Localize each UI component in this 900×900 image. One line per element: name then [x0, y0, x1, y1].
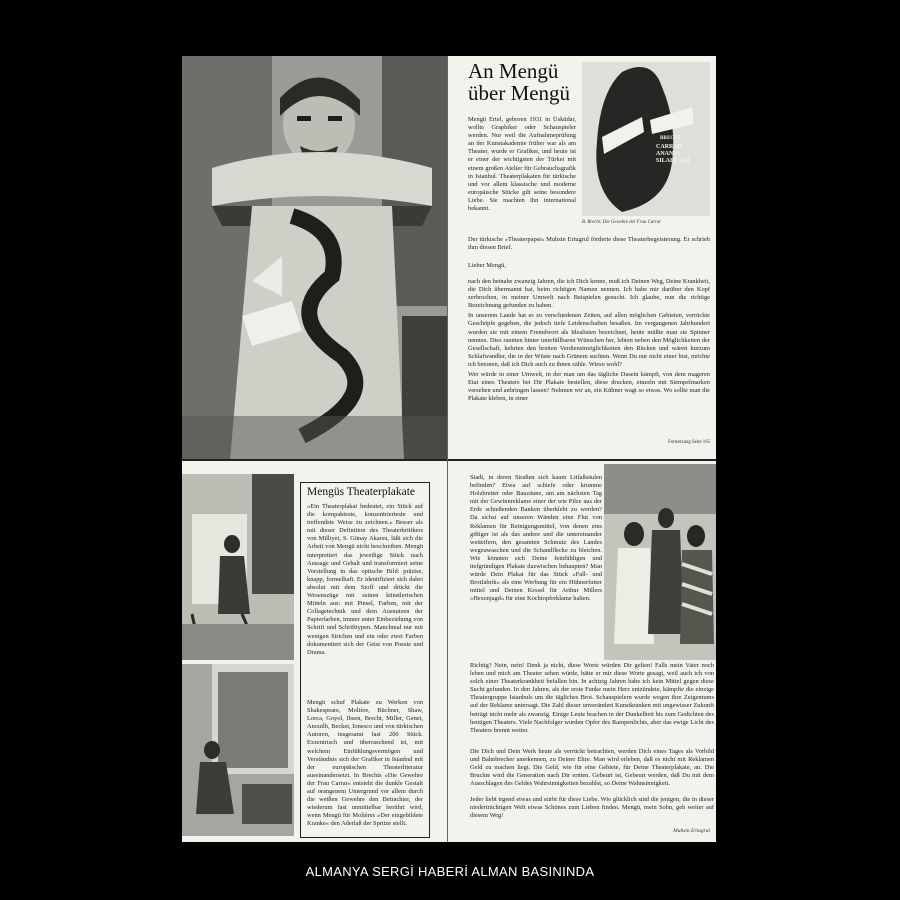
theaterplakate-box	[300, 482, 430, 838]
salutation	[468, 262, 710, 272]
box-title: Mengüs Theaterplakate	[307, 486, 416, 498]
box-body-2	[307, 699, 423, 833]
painter-photo-1	[182, 474, 294, 660]
poster-text-silahlari: SILAHLARI	[656, 158, 690, 164]
box-paragraph-2: Mengü schuf Plakate zu Werken von Shakespeare, Molière, Büchner, Shaw, Lorca, Goyol, Ibsen, Brecht, Miller, Genet, Anouilh, Becket, Ionesco und von türkischen Autoren, insgesamt fast 200 Stück. Exzentrisch und überraschend ist, mit welchem Einfühlungsvermögen und Verständnis sich der Grafiker in Istanbul mit der europäischen Theaterliteratur auseinandersetzt. In Brechts »Die Gewehre der Frau Carrar« entsteht die dunkle Gestalt auf orangenem Untergrund vor allem durch die weißen Gewehre den Betrachter, der wiederum fast unmittelbar berührt wird, wenn Mengü für Molières »Der eingebildete Kranke« den Aderlaß der Spritze stellt.	[307, 699, 423, 828]
signature: Muhsin Ertugrul	[673, 828, 710, 834]
footer-caption: ALMANYA SERGİ HABERİ ALMAN BASININDA	[305, 864, 595, 879]
intro-2-paragraph: Der türkische »Theaterpapst« Muhsin Ertugrul förderte diese Theaterbegeisterung. Er schrieb ihm diesen Brief.	[468, 236, 710, 252]
salutation-text: Lieber Mengü,	[468, 262, 506, 269]
letter-continued-2	[470, 662, 714, 746]
page-top-left	[182, 56, 448, 460]
poster-image	[582, 62, 710, 216]
box-paragraph-1: »Ein Theaterplakat bedeutet, ein Stück auf die kompakteste, konzentrierteste und treffendste Weise zu zeichnen.« Besser als mit dieser Definition des Theaterkritikers von Milliyet, S. Günay Akarsu, läßt sich die Arbeit von Mengü nicht beschreiben. Mengü interpretiert das jeweilige Stück nach Aussage und Gehalt und transformiert seine Vorstellung in das optische Bild: präzise, knapp, formelhaft. Er identifiziert sich dabei absolut mit dem Stoff und drückt die Wesenszüge mit seinen künstlerischen Mitteln aus: mit Pinsel, Farben, mit der Collagetechnik und dem Ausnutzen der Papierfarben, immer unter Einbeziehung von Schrift und Schrifttypen. Manchmal nur mit wenigen Strichen und ein oder zwei Farben dokumentiert sich der Geist von Poesie und Drama.	[307, 503, 423, 656]
painter-photo-2	[182, 664, 294, 836]
letter-paragraph-2: In unserem Lande hat es zu verschiedenen Zeiten, auf allen möglichen Gebieten, verrückte Geschöpfe gegeben, die jedoch tiefe Leidenschaften besaßen. Im vergangenen Jahrhundert wurden sie mit einem Fremdwort als Idealisten bezeichnet, heute müßte man sie Spinner nennen. Dies rannten hinter unerfüllbaren Wünschen her, lebten neben den Möglichkeiten der Gesellschaft, kehrten den breiten Verdienstmöglichkeiten den Rücken und wären kurzum Schlafwandler, die in der Wüste nach Grünem suchten. Wenn Du nur nicht einer bist, möchte ich betonen, daß ich Dich auch zu ihnen zähle. Wieso wohl?	[468, 312, 710, 368]
page-divider-vertical	[447, 56, 448, 842]
letter-paragraph-3: Wer würde in einer Umwelt, in der man um das tägliche Dasein kämpft, von dem mageren Etat eines Theaters bei Dir Plakate bestellen, diese drucken, einzeln mit Stempelmarken versehen und anbringen lassen? Nehmen wir an, ein Kühner wagt so etwas. Wo sollte man die Plakate kleben, in einer	[468, 371, 710, 403]
intro-paragraph: Mengü Ertel, geboren 1931 in Üsküdar, wollte Graphiker oder Schauspieler werden. Nur weil die Aufnahmeprüfung an der Kunstakademie früher war als am Theater, wurde er Grafiker, und heute ist er einer der wichtigsten der Türkei mit einem großen Atelier für Gebrauchsgrafik in Istanbul. Theaterplakaten für türkische und vor allem klassische und moderne europäische Stücke gilt seine besondere Liebe. Sie machten ihn international bekannt.	[468, 116, 576, 213]
street-photo	[604, 464, 716, 660]
page-bottom-right	[448, 460, 716, 842]
letter-cont-paragraph-1: Stadt, in deren Straßen sich kaum Litfaßsäulen befinden? Etwa auf schiefe oder krumme Holzbretter oder Bauzäune, um am nächsten Tag mit der Gewinnreklame einer der wie Pilze aus der Erde schießenden Banken überklebt zu werden? Da sichst auf unseren Wänden eine Flut von Reklamen für Reinigungsmittel, von denen eins giftiger ist als das andere und die untereinander wetteifern, den gesamten Schmutz des Landes wegzuwaschen und die Schandflecke zu bleichen. Wie könnten sich Deine feinfühligen und tiefgründigen Plakate dazwischen behaupten? Man würde Dein Plakat für das Stück »Fall- und Brotfabrik« als eine Werbung für ein Hühnerfutter mittel und Deinen Kessel für Arthur Millers »Hexenjagd« für eine Kochtopfreklame halten.	[470, 474, 602, 603]
poster-text-carrar: CARRAR	[656, 144, 682, 150]
intro-text	[468, 116, 576, 234]
page-top-right	[448, 56, 716, 460]
poster-text-brecht: BRECHT	[660, 136, 682, 141]
page-bottom-left	[182, 460, 448, 842]
title-line-2: über Mengü	[468, 81, 571, 106]
box-body-1	[307, 503, 423, 697]
letter-paragraph-1: nach den beinahe zwanzig Jahren, die ich Dich kenne, muß ich Deinen Weg, Deine Krankheit, die Dich übermannt hat, beim richtigen Namen nennen. Ich habe mir darüber den Kopf zerbrochen, in meiner Umwelt nach Beispielen gesucht. Ich glaube, nun die richtige Bezeichnung gefunden zu haben.	[468, 278, 710, 310]
poster-text-ananin: ANANIN	[656, 151, 680, 157]
title-line-1: An Mengü	[468, 59, 559, 83]
letter-cont-paragraph-4: Jeder liebt irgend etwas und stirbt für diese Liebe. Wie glücklich sind die jenigen, die in dieser niederträchtigen Welt etwas Schönes zum Lieben finden. Mengü, mein Sohn, geh weiter auf diesem Weg!	[470, 796, 714, 820]
letter-cont-paragraph-2: Richtig? Nein, nein! Denk ja nicht, diese Worte würden Dir gelten! Falls mein Vater noch leben und mich am Theater sehen würde, hätte er mir diese Worte gesagt, weil auch ich von solch einer Theaterkrankheit befallen bin. In achtzig Jahren habe ich kein Mittel gegen diese Sucht gefunden. In den Jahren, als der erste Funke mein Herz entzündete, kämpfte die einzige Theatergruppe Istanbuls um die tägliches Brot. Schauspielern wurde wegen ihre Zeigentums auf der Reklame untersagt. Die Zahl dieser unverändert Kunstkranken mit ungewisser Zukunft beträgt nicht mehr als zwanzig. Einige Leute brachen in der Dunkelheit bis zum Gedichten des heutigen Theaters. Viele Nachfolger wurden Opfer des Rampenlichts, aber das ewige Licht des Theaters brennt weiter.	[470, 662, 714, 734]
portrait-photo	[182, 56, 448, 460]
continuation-note: Fortsetzung Seite 165	[668, 440, 710, 445]
letter-text	[468, 278, 710, 424]
letter-continued-4	[470, 796, 714, 822]
article-title	[468, 60, 570, 104]
intro-2-text	[468, 236, 710, 254]
letter-continued-3	[470, 748, 714, 794]
letter-cont-paragraph-3: Die Dich und Dein Werk heute als verrückt betrachten, werden Dich eines Tages als Vorbild und Bahnbrecher anerkennen, zu Deiner Ehre. Man wird erleben, daß es nicht mit Reklamen Geld zu machen liegt. Die Geld, wie für eine Gebiete, für Deine Theaterplakate, an. Die Bruchte wird die Generation nach Dir ernten. Gebeurt ist, Gebeurt werden, daß Du mit dem Ausschlagen des Geldes Wahrsinnigkeiten bezahlst, so Deine Wahnsinnigkeit.	[470, 748, 714, 788]
page-divider-horizontal	[182, 459, 716, 461]
poster-caption: B. Brecht: Die Gewehre der Frau Carrar	[582, 220, 662, 225]
letter-continued-1	[470, 474, 602, 660]
